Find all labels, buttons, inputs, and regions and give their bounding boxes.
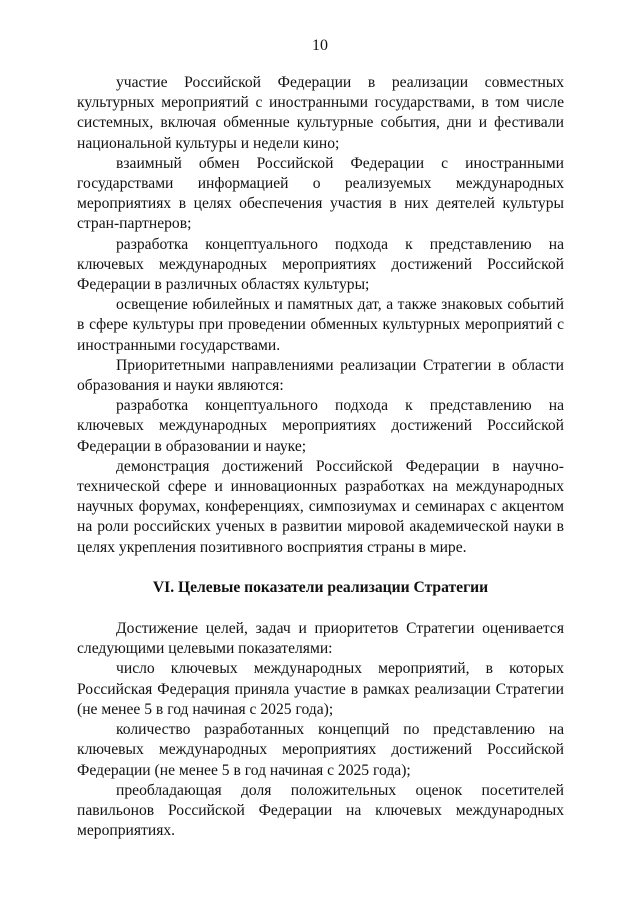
section-heading: VI. Целевые показатели реализации Стратегии — [152, 578, 489, 596]
paragraph-education-priorities: Приоритетными направлениями реализации Стратегии в области образования и науки являются: — [77, 356, 564, 395]
paragraph-anniversaries: освещение юбилейных и памятных дат, а также знаковых событий в сфере культуры при проведении обменных культурных мероприятий с иностранными государствами. — [77, 296, 564, 354]
paragraph-science-demonstration: демонстрация достижений Российской Федерации в научно-технической сфере и инновационных разработках на международных научных форумах, конференциях, симпозиумах и семинарах с акцентом на роли российских ученых в развитии мировой академической науки в целях укрепления позитивного восприятия страны в мире. — [77, 457, 564, 556]
paragraph-indicators-intro: Достижение целей, задач и приоритетов Стратегии оценивается следующими целевыми показателями: — [77, 620, 564, 658]
document-body — [77, 73, 564, 841]
paragraph-culture-concept: разработка концептуального подхода к представлению на ключевых международных мероприятиях достижений Российской Федерации в различных областях культуры; — [77, 235, 564, 294]
paragraph-indicator-concepts: количество разработанных концепций по представлению на ключевых международных мероприятиях достижений Российской Федерации (не менее 5 в год начиная с 2025 года); — [77, 721, 564, 779]
paragraph-cultural-events: участие Российской Федерации в реализации совместных культурных мероприятий с иностранными государствами, в том числе системных, включая обменные культурные события, дни и фестивали национальной культуры и недели кино; — [77, 74, 564, 152]
page-number: 10 — [312, 37, 328, 54]
paragraph-indicator-visitors: преобладающая доля положительных оценок посетителей павильонов Российской Федерации на ключевых международных мероприятиях. — [77, 781, 564, 840]
paragraph-indicator-events: число ключевых международных мероприятий, в которых Российская Федерация приняла участие в рамках реализации Стратегии (не менее 5 в год начиная с 2025 года); — [77, 660, 564, 718]
paragraph-information-exchange: взаимный обмен Российской Федерации с иностранными государствами информацией о реализуемых международных мероприятиях в целях обеспечения участия в них деятелей культуры стран-партнеров; — [77, 154, 564, 233]
paragraph-education-concept: разработка концептуального подхода к представлению на ключевых международных мероприятиях достижений Российской Федерации в образовании и науке; — [77, 397, 564, 455]
